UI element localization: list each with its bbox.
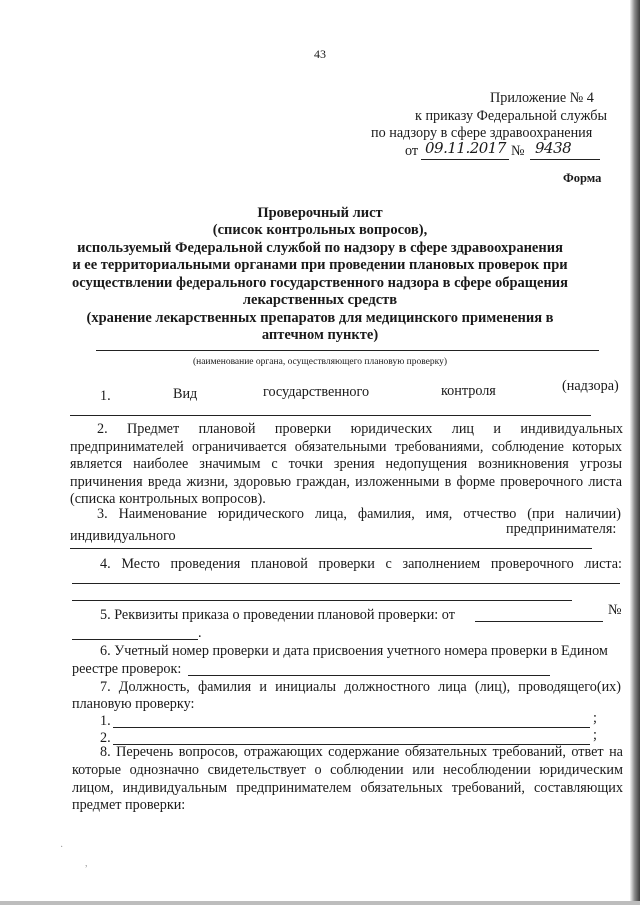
scan-speck: · bbox=[60, 842, 64, 853]
order-line-1: к приказу Федеральной службы bbox=[415, 108, 608, 124]
order-line-2: по надзору в сфере здравоохранения bbox=[371, 125, 593, 141]
authority-field-line[interactable] bbox=[96, 350, 599, 351]
item-8-line-1: 8. Перечень вопросов, отражающих содержание обязательных требований, ответ на bbox=[100, 744, 623, 760]
item-1-number: 1. bbox=[100, 388, 111, 404]
item-5-number-sign: № bbox=[608, 602, 622, 618]
item-1-field-line[interactable] bbox=[70, 415, 591, 416]
item-1-word-2: государственного bbox=[263, 384, 370, 400]
item-2-line-1: 2. Предмет плановой проверки юридических лиц и индивидуальных bbox=[97, 421, 623, 437]
item-4-line-1: 4. Место проведения плановой проверки с заполнением проверочного листа: bbox=[100, 556, 622, 572]
order-date-line bbox=[421, 159, 509, 160]
item-7-sub-1-line[interactable] bbox=[113, 727, 590, 728]
item-1-word-4: (надзора) bbox=[562, 378, 619, 394]
item-8-line-3: лицом, индивидуальным предпринимателем обязательных требований, составляющих bbox=[72, 780, 623, 796]
item-3-line-1: 3. Наименование юридического лица, фамилия, имя, отчество (при наличии) bbox=[97, 506, 621, 522]
item-5-line-1: 5. Реквизиты приказа о проведении плановой проверки: от bbox=[100, 607, 455, 623]
item-7-line-1: 7. Должность, фамилия и инициалы должностного лица (лиц), проводящего(их) bbox=[100, 679, 621, 695]
order-date-label: от bbox=[405, 143, 419, 159]
order-number-label: № bbox=[511, 143, 525, 159]
item-2-line-5: (списка контрольных вопросов). bbox=[70, 491, 266, 507]
item-5-number-line[interactable] bbox=[72, 639, 198, 640]
item-3-field-line[interactable] bbox=[70, 548, 592, 549]
order-number-line bbox=[530, 159, 600, 160]
title-line-6: лекарственных средств bbox=[242, 292, 398, 308]
order-number-handwritten: 9438 bbox=[535, 139, 572, 157]
item-7-sub-2: 2. bbox=[100, 730, 111, 746]
title-line-3: используемый Федеральной службой по надзору в сфере здравоохранения bbox=[77, 240, 563, 256]
title-line-7: (хранение лекарственных препаратов для медицинского применения в bbox=[86, 310, 554, 326]
item-7-line-2: плановую проверку: bbox=[72, 696, 195, 712]
item-3-line-2-end: предпринимателя: bbox=[506, 521, 617, 537]
item-8-line-4: предмет проверки: bbox=[72, 797, 186, 813]
scan-edge-shadow bbox=[630, 0, 640, 905]
item-2-line-3: является наиболее значимым с точки зрения недопущения возникновения угрозы bbox=[70, 456, 622, 472]
item-4-field-line-1[interactable] bbox=[72, 583, 620, 584]
scan-bottom-edge bbox=[0, 901, 640, 905]
item-2-line-2: предпринимателей ограничивается обязательными требованиями, соблюдение которых bbox=[70, 439, 622, 455]
item-7-sub-1-end: ; bbox=[593, 710, 597, 726]
item-1-word-1: Вид bbox=[173, 386, 198, 402]
scan-speck: , bbox=[85, 858, 88, 869]
title-line-8: аптечном пункте) bbox=[261, 327, 379, 343]
item-6-line-2: реестре проверок: bbox=[72, 661, 182, 677]
item-5-period: . bbox=[198, 625, 202, 641]
appendix-title: Приложение № 4 bbox=[490, 90, 594, 106]
item-6-line-1: 6. Учетный номер проверки и дата присвоения учетного номера проверки в Едином bbox=[100, 643, 608, 659]
title-line-2: (список контрольных вопросов), bbox=[212, 222, 428, 238]
item-6-field-line[interactable] bbox=[188, 675, 550, 676]
item-3-line-2: индивидуального bbox=[70, 528, 176, 544]
page-number: 43 bbox=[314, 47, 326, 61]
authority-field-caption: (наименование органа, осуществляющего плановую проверку) bbox=[192, 357, 448, 367]
item-4-field-line-2[interactable] bbox=[72, 600, 572, 601]
form-label: Форма bbox=[563, 171, 602, 185]
title-line-1: Проверочный лист bbox=[257, 205, 383, 221]
title-line-4: и ее территориальными органами при проведении плановых проверок при bbox=[72, 257, 568, 273]
item-2-line-4: причинения вреда жизни, здоровью граждан, изложенными в форме проверочного листа bbox=[70, 474, 622, 490]
title-line-5: осуществлении федерального государственного надзора в сфере обращения bbox=[71, 275, 569, 291]
item-5-date-line[interactable] bbox=[475, 621, 603, 622]
item-8-line-2: которые однозначно свидетельствует о соблюдении или несоблюдении юридическим bbox=[72, 762, 623, 778]
item-7-sub-1: 1. bbox=[100, 713, 111, 729]
item-7-sub-2-end: ; bbox=[593, 727, 597, 743]
item-1-word-3: контроля bbox=[441, 383, 496, 399]
order-date-handwritten: 09.11.2017 bbox=[425, 139, 506, 157]
